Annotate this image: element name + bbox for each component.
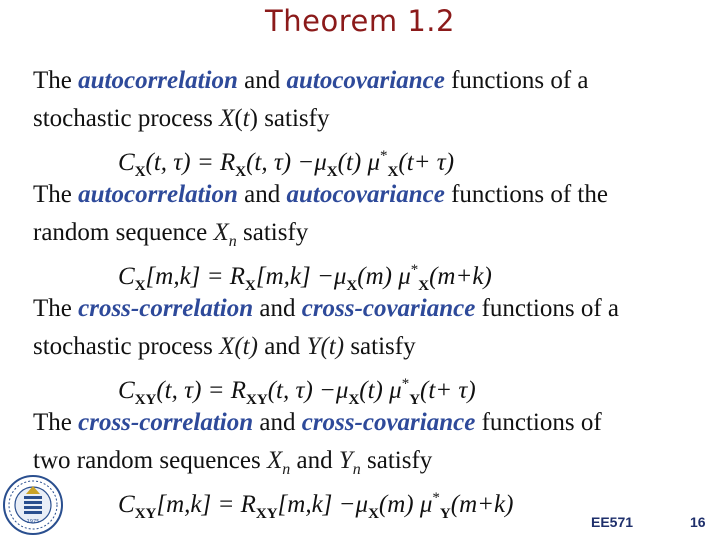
subscript-n: n [352,461,361,478]
text: and [237,181,287,208]
variable-X: X [266,447,283,474]
slide-title: Theorem 1.2 [265,4,455,38]
subscript-n: n [282,461,291,478]
text: functions of a [475,295,620,322]
text: stochastic process [33,333,220,360]
text: functions of the [444,181,608,208]
text: stochastic process [33,105,220,132]
variable-X: X [219,105,235,132]
text: two random sequences [33,447,267,474]
text: and [253,295,302,322]
term-autocorrelation: autocorrelation [78,181,238,208]
formula-autocovariance-sequence: $C_X[m,k] = R_X[m,k] -\mu_X(m)$ $\mu^*_X(m+k)$ [118,262,492,294]
term-cross-correlation: cross-correlation [78,295,254,322]
text: The [33,295,79,322]
text: ) [249,105,258,132]
text: satisfy [236,219,309,246]
variable-t: (t) [320,333,345,360]
term-cross-covariance: cross-covariance [301,295,476,322]
paragraph-crosscorrelation-process [33,290,703,366]
variable-Y: Y [338,447,353,474]
variable-Y: Y [306,333,321,360]
term-autocovariance: autocovariance [286,67,445,94]
paragraph-crosscorrelation-sequence [33,404,703,489]
term-cross-correlation: cross-correlation [78,409,254,436]
variable-X: X [219,333,235,360]
university-seal-icon [2,474,64,536]
footer-course-code: EE571 [591,514,634,530]
text: functions of [475,409,602,436]
term-autocorrelation: autocorrelation [78,67,238,94]
text: and [253,409,302,436]
text: satisfy [257,105,330,132]
subscript-n: n [228,233,237,250]
text: satisfy [360,447,433,474]
variable-t: (t) [234,333,258,360]
text: The [33,181,79,208]
text: satisfy [344,333,416,360]
variable-X: X [213,219,229,246]
footer-page-number: 16 [690,514,706,530]
term-cross-covariance: cross-covariance [301,409,476,436]
text: The [33,409,79,436]
text: functions of a [444,67,589,94]
text: random sequence [33,219,214,246]
text: ( [234,105,243,132]
text: and [257,333,307,360]
text: The [33,67,79,94]
formula-autocovariance-process: $C_X(t$, $\tau) = R_X(t$, $\tau) -\mu_X(t)$ $\mu^*_X(t+ \tau)$ [118,148,455,180]
text: and [290,447,339,474]
paragraph-autocorrelation-sequence [33,176,703,261]
formula-crosscovariance-sequence: $C_{XY}[m,k] = R_{XY}[m,k] -\mu_X(m)$ $\mu^*_Y(m+k)$ [118,490,514,522]
paragraph-autocorrelation-process [33,62,703,138]
text: and [237,67,287,94]
formula-crosscovariance-process: $C_{XY}(t$, $\tau) = R_{XY}(t$, $\tau) -\mu_X(t)$ $\mu^*_Y(t+ \tau)$ [118,376,476,408]
term-autocovariance: autocovariance [286,181,445,208]
variable-t: t [242,105,250,132]
svg-text:1975: 1975 [26,519,40,525]
